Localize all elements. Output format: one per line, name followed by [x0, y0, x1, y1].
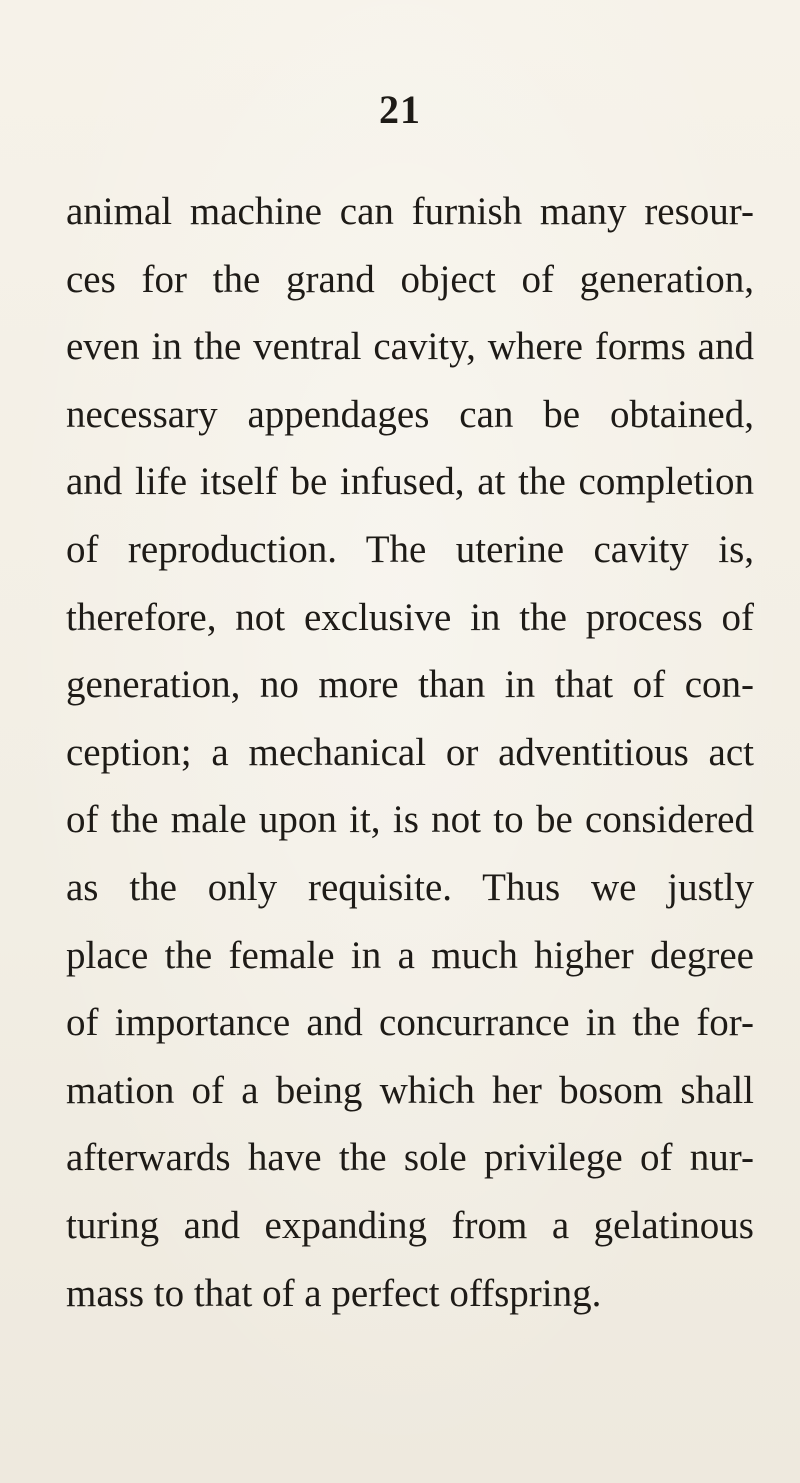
text-line: of the male upon it, is not to be considered: [66, 798, 754, 842]
text-line: even in the ventral cavity, where forms and: [66, 325, 754, 369]
text-line-last: mass to that of a perfect offspring.: [66, 1271, 602, 1315]
text-line: turing and expanding from a gelatinous: [66, 1203, 754, 1247]
body-text: [66, 178, 754, 1327]
text-line: of importance and concurrance in the for-: [66, 1001, 754, 1045]
text-line: animal machine can furnish many resour-: [66, 190, 754, 233]
text-line: generation, no more than in that of con-: [66, 663, 754, 707]
text-line: necessary appendages can be obtained,: [66, 392, 754, 436]
text-line: afterwards have the sole privilege of nur-: [66, 1136, 754, 1180]
text-line: as the only requisite. Thus we justly: [66, 865, 754, 909]
text-line: mation of a being which her bosom shall: [66, 1068, 754, 1112]
text-line: therefore, not exclusive in the process of: [66, 595, 754, 639]
text-line: and life itself be infused, at the completion: [66, 460, 754, 504]
text-line: ception; a mechanical or adventitious act: [66, 730, 754, 774]
page-number: 21: [379, 87, 421, 132]
text-line: of reproduction. The uterine cavity is,: [66, 527, 754, 571]
text-line: ces for the grand object of generation,: [66, 257, 754, 301]
text-line: place the female in a much higher degree: [66, 933, 754, 977]
